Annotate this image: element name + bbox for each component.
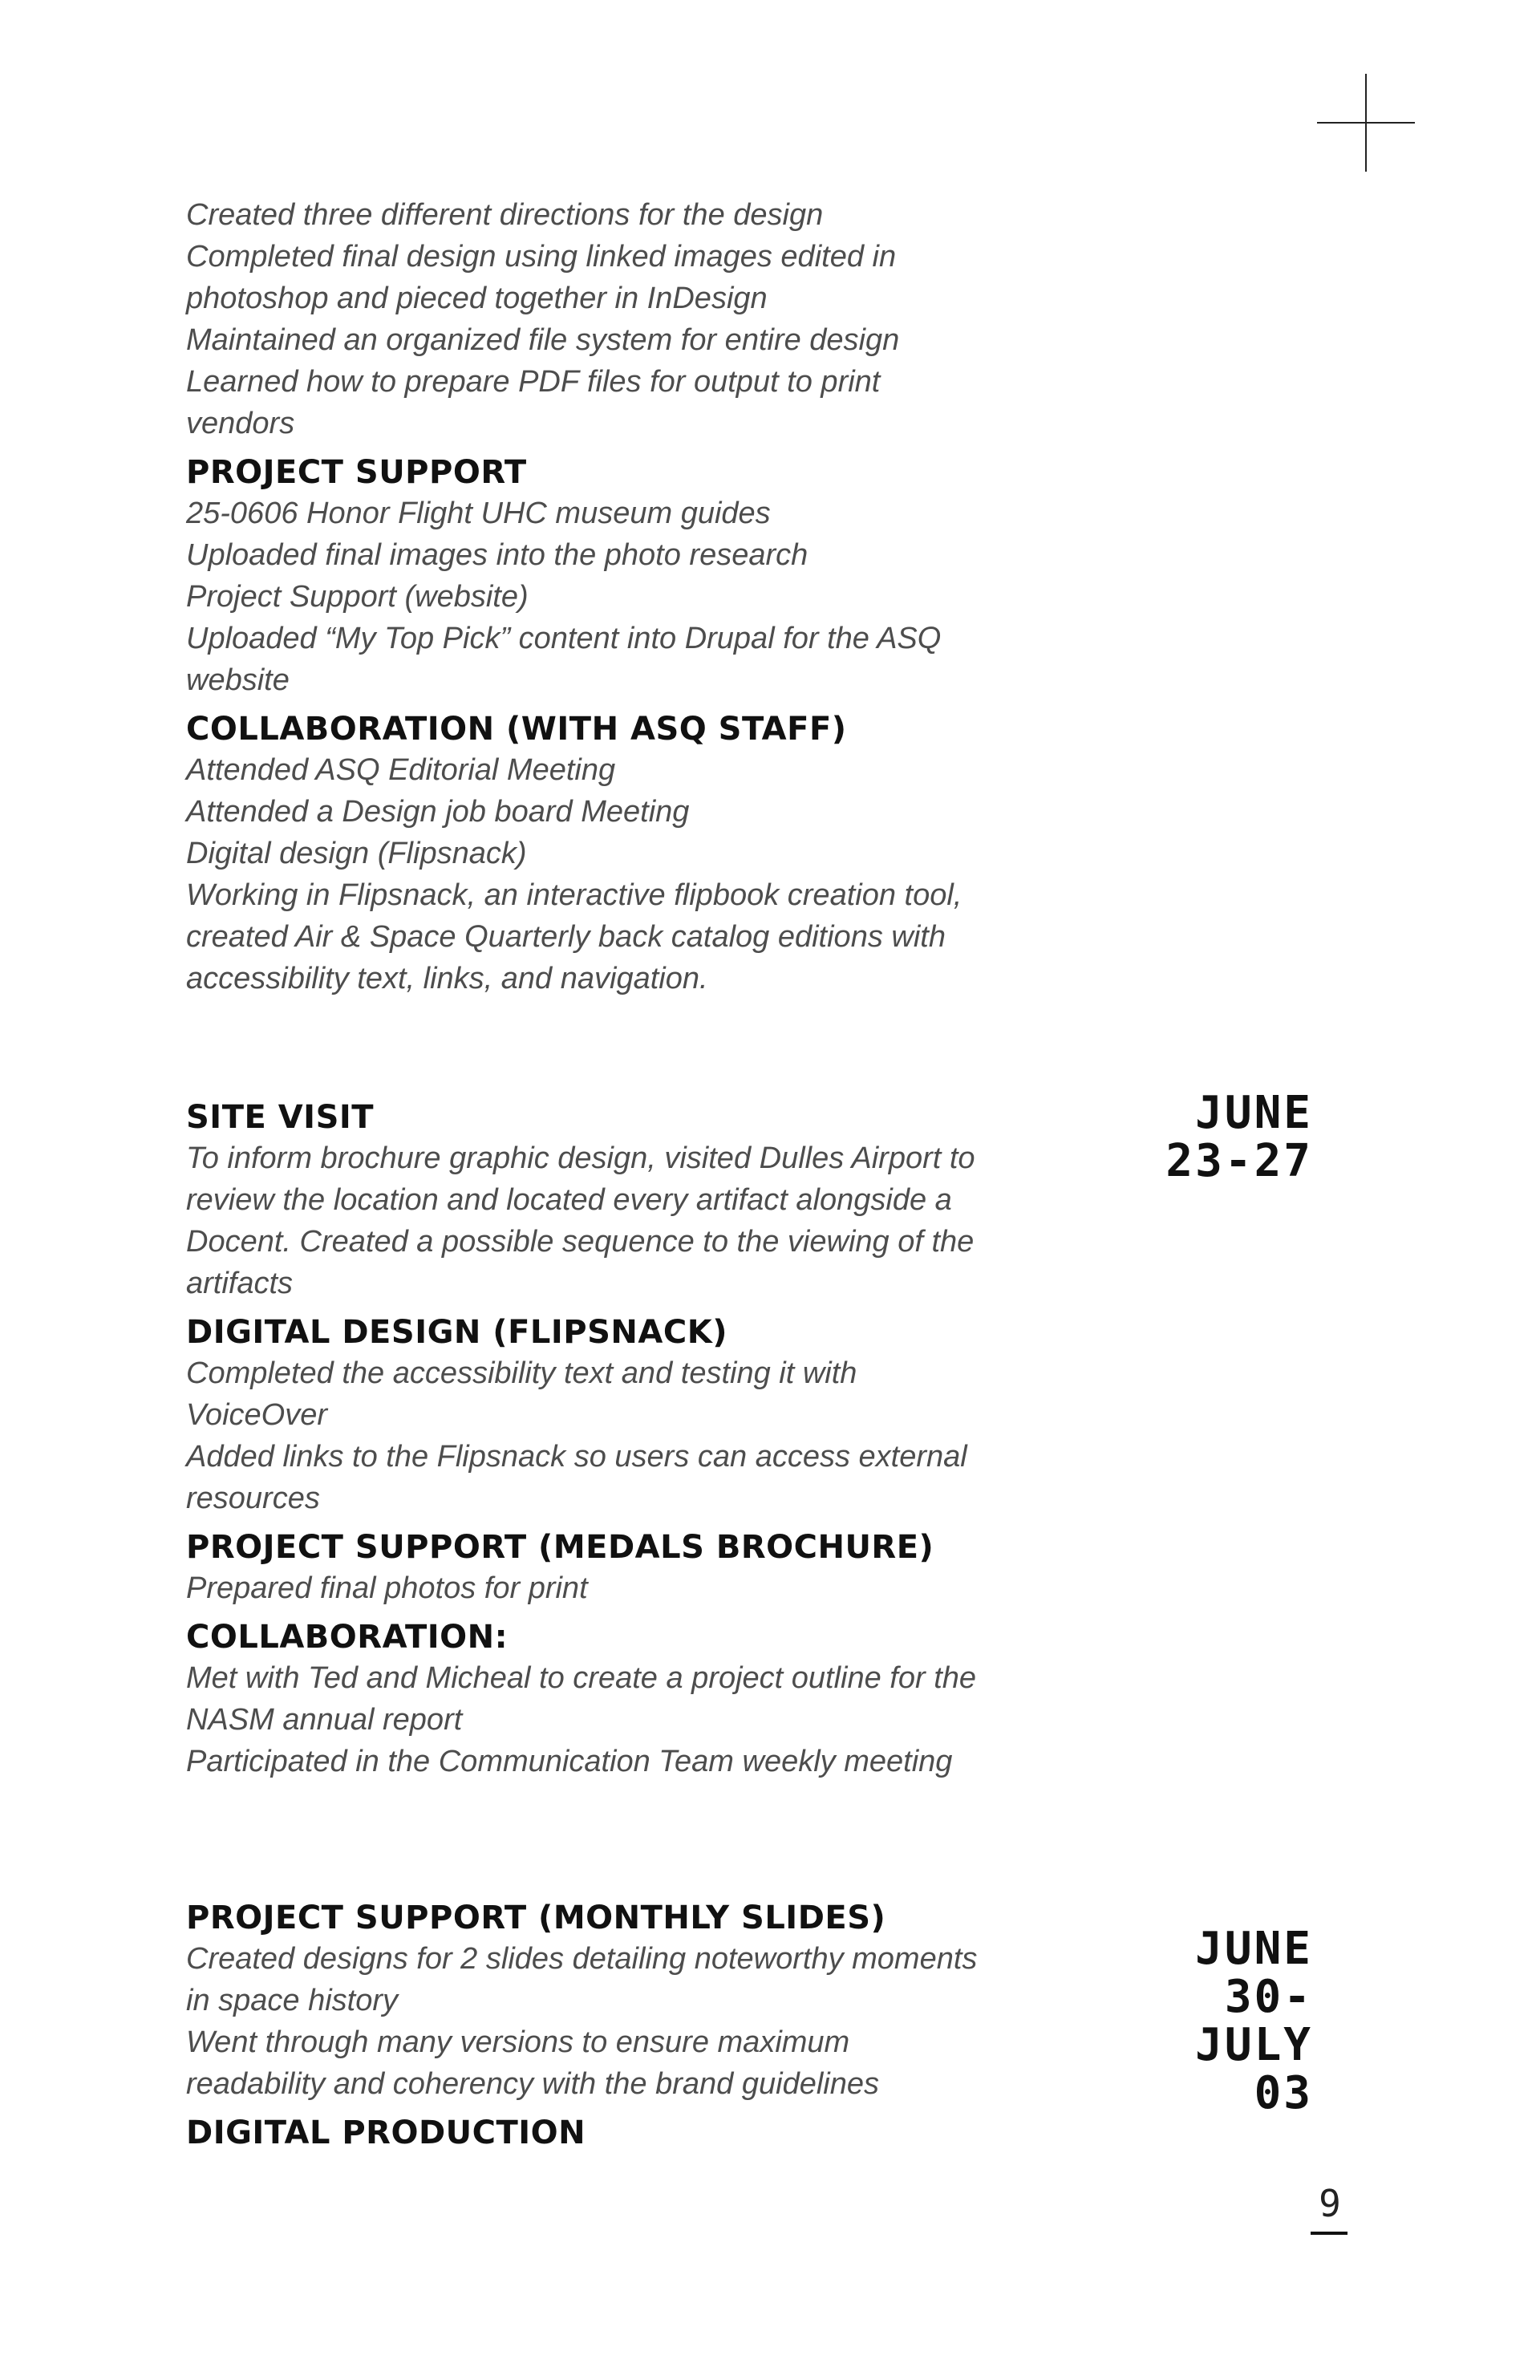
text-line: Met with Ted and Micheal to create a project outline for the — [186, 1661, 977, 1695]
text-line: Digital design (Flipsnack) — [186, 837, 527, 870]
date-line: JUNE — [1195, 1923, 1313, 1975]
text-line: Uploaded “My Top Pick” content into Drupal for the ASQ — [186, 622, 942, 655]
section-heading: DIGITAL DESIGN (FLIPSNACK) — [186, 1314, 727, 1351]
week-section — [186, 1097, 1036, 1782]
section-continued — [186, 194, 1036, 999]
text-line: NASM annual report — [186, 1703, 463, 1737]
text-line: Attended a Design job board Meeting — [186, 795, 690, 829]
crop-mark-icon — [1317, 74, 1415, 172]
section-heading: DIGITAL PRODUCTION — [186, 2114, 586, 2151]
text-line: Learned how to prepare PDF files for output to print — [186, 365, 881, 399]
date-line: 30- — [1224, 1971, 1313, 2023]
week-date — [1165, 1089, 1313, 1186]
date-line: JULY — [1195, 2019, 1313, 2071]
text-line: readability and coherency with the brand guidelines — [186, 2067, 879, 2101]
text-line: vendors — [186, 407, 295, 440]
week-date — [1195, 1925, 1313, 2118]
section-heading: PROJECT SUPPORT (MONTHLY SLIDES) — [186, 1900, 886, 1936]
text-line: VoiceOver — [186, 1398, 327, 1432]
section-heading: PROJECT SUPPORT (MEDALS BROCHURE) — [186, 1529, 934, 1566]
text-line: Project Support (website) — [186, 580, 529, 614]
text-line: 25-0606 Honor Flight UHC museum guides — [186, 497, 771, 530]
date-line: 03 — [1254, 2067, 1313, 2119]
text-line: in space history — [186, 1984, 399, 2017]
page-number-underline — [1311, 2232, 1348, 2235]
section-heading: COLLABORATION (WITH ASQ STAFF) — [186, 711, 847, 748]
text-line: Docent. Created a possible sequence to the viewing of the — [186, 1225, 975, 1259]
text-line: Went through many versions to ensure maximum — [186, 2025, 850, 2059]
text-line: Completed the accessibility text and testing it with — [186, 1356, 857, 1390]
crop-mark-vertical — [1365, 74, 1367, 172]
section-heading: PROJECT SUPPORT — [186, 454, 527, 491]
text-line: accessibility text, links, and navigation. — [186, 962, 708, 995]
text-line: photoshop and pieced together in InDesign — [186, 282, 768, 315]
date-line: JUNE — [1195, 1087, 1313, 1139]
text-line: Participated in the Communication Team weekly meeting — [186, 1745, 953, 1778]
text-line: Maintained an organized file system for entire design — [186, 323, 900, 357]
section-heading: SITE VISIT — [186, 1099, 375, 1136]
date-line: 23-27 — [1165, 1135, 1313, 1187]
text-line: created Air & Space Quarterly back catalog editions with — [186, 920, 946, 954]
text-line: Attended ASQ Editorial Meeting — [186, 753, 616, 787]
text-line: Working in Flipsnack, an interactive flipbook creation tool, — [186, 878, 962, 912]
page-number: 9 — [1319, 2182, 1341, 2225]
text-line: Uploaded final images into the photo research — [186, 538, 808, 572]
section-heading: COLLABORATION: — [186, 1619, 509, 1656]
text-line: website — [186, 663, 290, 697]
text-line: Prepared final photos for print — [186, 1571, 588, 1605]
text-line: Created designs for 2 slides detailing noteworthy moments — [186, 1942, 978, 1976]
text-line: Completed final design using linked images edited in — [186, 240, 897, 274]
week-section — [186, 1898, 1036, 2153]
text-line: resources — [186, 1482, 320, 1515]
text-line: artifacts — [186, 1267, 294, 1300]
text-line: review the location and located every artifact alongside a — [186, 1183, 952, 1217]
text-line: To inform brochure graphic design, visited Dulles Airport to — [186, 1141, 975, 1175]
text-line: Added links to the Flipsnack so users can access external — [186, 1440, 967, 1474]
text-line: Created three different directions for the design — [186, 198, 824, 232]
